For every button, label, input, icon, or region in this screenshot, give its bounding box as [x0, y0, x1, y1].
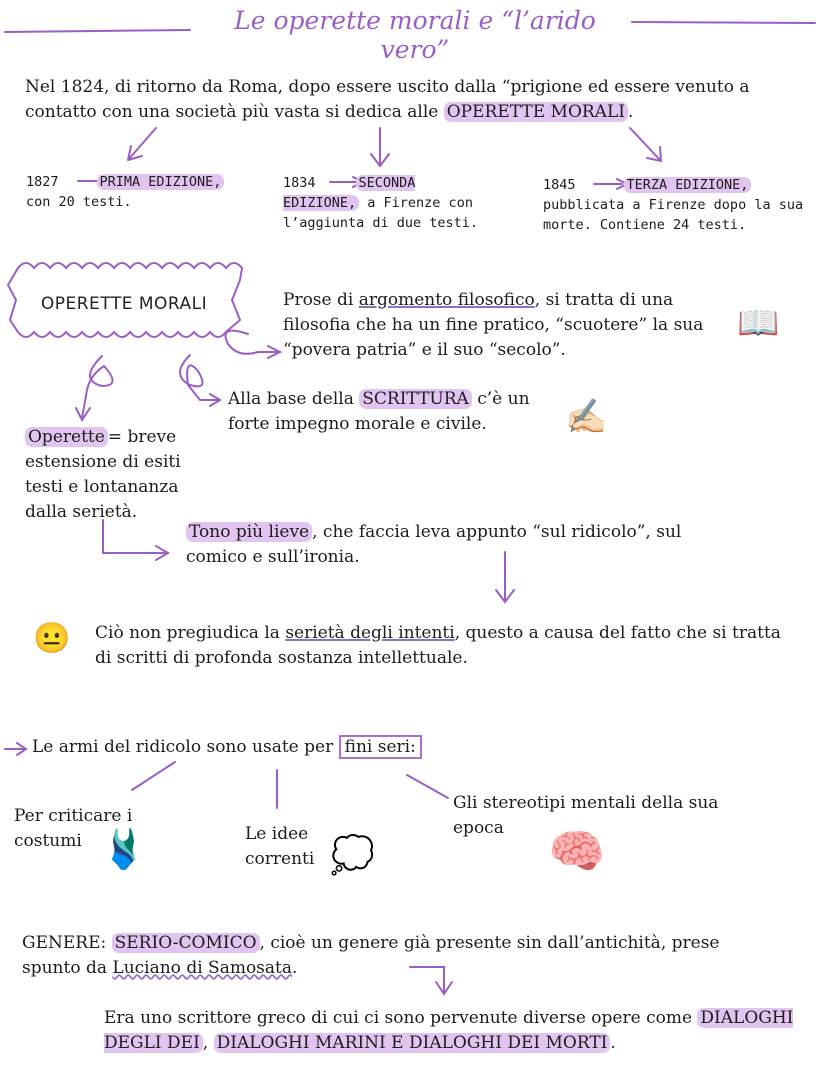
scrittura-text-a: Alla base della	[228, 389, 360, 409]
operette-def-text: = breve estensione di esiti testi e lontananza dalla serietà.	[25, 427, 181, 522]
intro-end: .	[627, 102, 634, 122]
edition-3	[543, 175, 811, 235]
arrow-to-prose	[226, 331, 281, 358]
intro-highlight: OPERETTE MORALI	[444, 102, 628, 122]
scrittura-text-c: c’è un forte impegno morale e civile.	[228, 389, 530, 434]
genere-text: , cioè un genere già presente sin dall’antichità, prese spunto da	[22, 933, 720, 978]
title-rule-left	[5, 30, 190, 32]
thought-cloud-icon: 💭	[330, 835, 375, 876]
intro-text: Nel 1824, di ritorno da Roma, dopo essere uscito dalla “prigione ed essere venuto a contatto con una società più vasta si dedica alle	[25, 77, 750, 122]
serieta-underlined: serietà degli intenti	[285, 623, 455, 643]
genere-label: GENERE:	[22, 933, 112, 953]
tono-highlight: Tono più lieve	[186, 522, 312, 542]
book-icon: 📖	[737, 303, 780, 343]
serieta-text-a: Ciò non pregiudica la	[95, 623, 286, 643]
serieta-text-c: , questo a causa del fatto che si tratta di scritti di profonda sostanza intellettuale.	[95, 623, 781, 668]
edition-2	[283, 173, 498, 233]
arrow-to-operette-def	[76, 356, 113, 420]
scrittura-highlight: SCRITTURA	[359, 389, 472, 409]
operette-def-highlight: Operette	[25, 427, 108, 447]
branch-stereotipi: Gli stereotipi mentali della sua epoca	[453, 793, 719, 838]
swimsuit-icon: 🩱	[100, 827, 148, 871]
tono-text: , che faccia leva appunto “sul ridicolo”, sul comico e sull’ironia.	[186, 522, 682, 567]
genere-end: .	[292, 958, 298, 978]
edition-2-desc: a Firenze con l’aggiunta di due testi.	[283, 195, 479, 231]
luciano-end: .	[610, 1033, 616, 1053]
scrittura-paragraph	[228, 387, 558, 437]
armi-boxed: fini seri:	[339, 735, 422, 759]
title-rule-right	[632, 22, 815, 23]
genere-luciano: Luciano di Samosata	[112, 958, 293, 978]
writing-hand-icon: ✍🏻	[565, 397, 608, 437]
serieta-paragraph	[95, 621, 795, 671]
intro-paragraph	[25, 75, 785, 125]
edition-1	[26, 172, 236, 212]
luciano-highlight-1: DIALOGHI DEGLI DEI	[104, 1008, 794, 1053]
edition-2-label: SECONDA EDIZIONE,	[283, 175, 416, 211]
prose-text-c: , si tratta di una filosofia che ha un fine pratico, “scuotere” la sua “povera patria” e il suo “secolo”.	[283, 290, 704, 360]
page-title: Le operette morali e “l’arido vero”	[234, 6, 596, 64]
luciano-text: Era uno scrittore greco di cui ci sono pervenute diverse opere come	[104, 1008, 698, 1028]
brain-icon: 🧠	[548, 824, 606, 878]
luciano-sep: ,	[202, 1033, 214, 1053]
arrow-armi	[5, 743, 26, 755]
prose-paragraph	[283, 288, 713, 363]
arrow-to-edition-2	[371, 128, 389, 166]
edition-2-year: 1834	[283, 175, 316, 191]
edition-1-desc: con 20 testi.	[26, 194, 132, 210]
tono-paragraph	[186, 520, 746, 570]
branch-idee: Le idee correnti	[245, 824, 315, 869]
armi-paragraph	[32, 735, 492, 760]
genere-paragraph	[22, 931, 742, 981]
branch-line-3	[407, 775, 448, 798]
edition-3-label: TERZA EDIZIONE,	[624, 177, 752, 193]
luciano-paragraph	[104, 1006, 804, 1056]
operette-label: OPERETTE MORALI	[40, 294, 208, 314]
armi-text: Le armi del ridicolo sono usate per	[32, 737, 339, 757]
prose-underlined: argomento filosofico	[358, 290, 535, 310]
genere-highlight: SERIO-COMICO	[112, 933, 260, 953]
arrow-to-tono	[103, 520, 168, 560]
luciano-highlight-2: DIALOGHI MARINI E DIALOGHI DEI MORTI	[214, 1033, 611, 1053]
branch-line-1	[132, 762, 175, 790]
edition-3-year: 1845	[543, 177, 576, 193]
branch-costumi: Per criticare i costumi	[14, 806, 133, 851]
arrow-to-edition-1	[128, 128, 156, 160]
prose-text-a: Prose di	[283, 290, 359, 310]
arrow-to-edition-3	[630, 128, 661, 161]
arrow-to-scrittura	[180, 355, 220, 406]
edition-1-label: PRIMA EDIZIONE,	[97, 174, 225, 190]
neutral-face-icon: 😐	[33, 621, 71, 656]
edition-3-desc: pubblicata a Firenze dopo la sua morte. Contiene 24 testi.	[543, 197, 804, 233]
operette-definition	[25, 425, 210, 525]
edition-1-year: 1827	[26, 174, 59, 190]
